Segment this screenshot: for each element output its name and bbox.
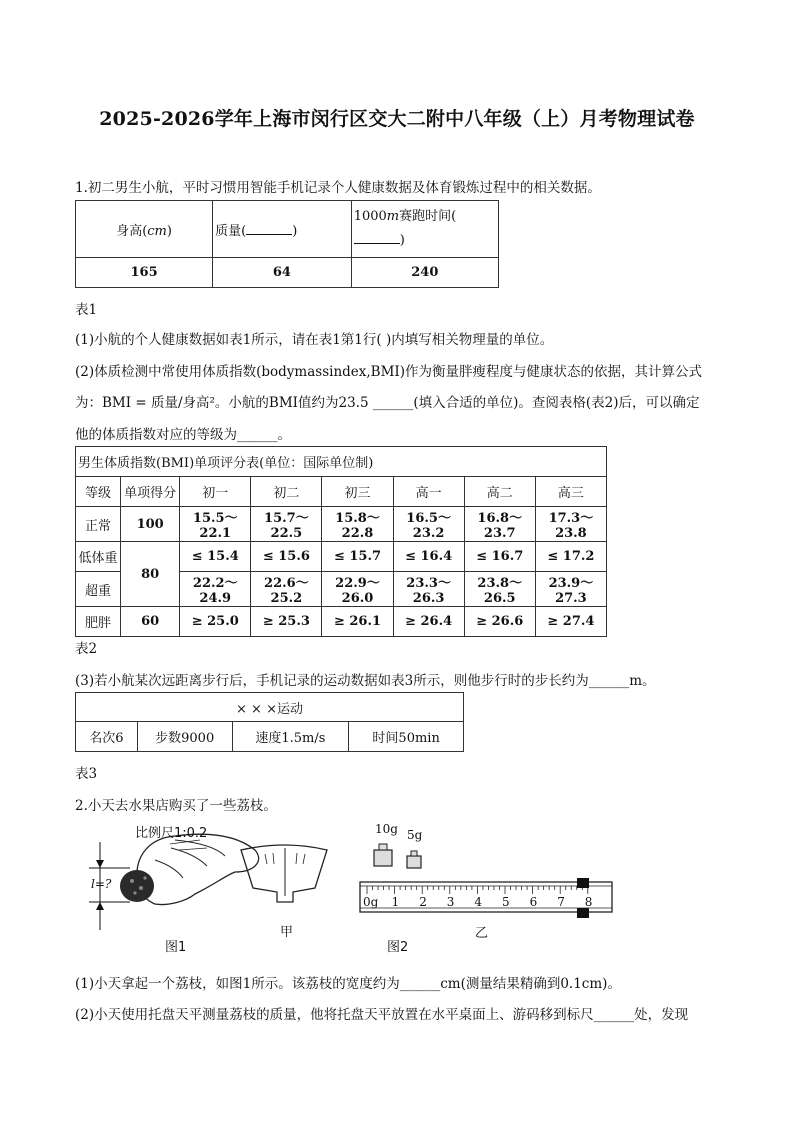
table2-header-cell: 初二	[251, 477, 322, 507]
table2-cell: ≤ 15.4	[180, 542, 251, 572]
figure2-label: 图2	[387, 940, 409, 955]
table3-title: × × ×运动	[76, 693, 464, 722]
ruler-ticks	[367, 886, 588, 894]
q1-part2-line1: (2)体质检测中常使用体质指数(bodymassindex,BMI)作为衡量胖瘦程度与健康状态的依据，其计算公式	[75, 364, 703, 380]
q1-intro: 1.初二男生小航，平时习惯用智能手机记录个人健康数据及体育锻炼过程中的相关数据。	[75, 180, 601, 196]
table2-cell: ≤ 15.7	[322, 542, 393, 572]
table2-cell: ≥ 27.4	[535, 607, 606, 637]
table2-row-obese	[76, 607, 607, 637]
table2-cell: ≥ 25.3	[251, 607, 322, 637]
ruler-tick-label: 8	[584, 895, 593, 909]
jia-label: 甲	[280, 925, 294, 940]
ruler-tick-label: 3	[446, 895, 455, 909]
table2-caption: 表2	[75, 641, 98, 657]
scale-label: 比例尺1:0.2	[135, 826, 208, 841]
table2-header-cell: 高一	[393, 477, 464, 507]
ruler-tick-label: 7	[557, 895, 565, 909]
q2-part2: (2)小天使用托盘天平测量荔枝的质量，他将托盘天平放置在水平桌面上、游码移到标尺______处，发现	[75, 1007, 689, 1023]
table2-score: 80	[121, 542, 180, 607]
table2-header-cell: 等级	[76, 477, 121, 507]
table2-level: 肥胖	[76, 607, 121, 637]
table2-header-cell: 高二	[464, 477, 535, 507]
lychee-measurement-figure	[75, 820, 635, 960]
table2-level: 低体重	[76, 542, 121, 572]
weight-10g-label: 10g	[375, 822, 398, 836]
ruler-tick-label: 0g	[363, 895, 379, 909]
table2-score: 100	[121, 507, 180, 542]
table2-cell: 23.9～27.3	[535, 572, 606, 607]
weight-5g-label: 5g	[407, 828, 423, 842]
table1-cell-height: 165	[76, 258, 213, 288]
table2-cell: 23.3～26.3	[393, 572, 464, 607]
table2-header-cell: 高三	[535, 477, 606, 507]
table3-caption: 表3	[75, 766, 98, 782]
table2-cell: 16.8～23.7	[464, 507, 535, 542]
table2-cell: 22.6～25.2	[251, 572, 322, 607]
table2-cell: 17.3～23.8	[535, 507, 606, 542]
table2-row-underweight	[76, 542, 607, 572]
table1-cell-time: 240	[351, 258, 498, 288]
figure1-label: 图1	[165, 940, 187, 955]
table3-cell: 速度1.5m/s	[232, 722, 349, 752]
table1-header-time: 1000m赛跑时间( )	[351, 201, 498, 258]
q1-part1: (1)小航的个人健康数据如表1所示，请在表1第1行( )内填写相关物理量的单位。	[75, 332, 554, 348]
table2-level: 正常	[76, 507, 121, 542]
yi-label: 乙	[475, 926, 489, 941]
table2-header-cell: 单项得分	[121, 477, 180, 507]
table2-cell: 22.9～26.0	[322, 572, 393, 607]
table2-cell: 16.5～23.2	[393, 507, 464, 542]
table2-score: 60	[121, 607, 180, 637]
table2-cell: ≥ 26.6	[464, 607, 535, 637]
table1-cell-mass: 64	[213, 258, 352, 288]
ruler-tick-label: 2	[419, 895, 427, 909]
figure-drawing	[75, 820, 635, 960]
table3-cell: 步数9000	[137, 722, 232, 752]
table3-cell: 名次6	[76, 722, 138, 752]
table2-cell: 15.8～22.8	[322, 507, 393, 542]
table2	[75, 446, 607, 637]
q2-part1: (1)小天拿起一个荔枝，如图1所示。该荔枝的宽度约为______cm(测量结果精确到0.1cm)。	[75, 976, 621, 992]
table1-header-height: 身高(cm)	[76, 201, 213, 258]
q1-part3: (3)若小航某次远距离步行后，手机记录的运动数据如表3所示，则他步行时的步长约为______m。	[75, 673, 656, 689]
table2-cell: ≤ 15.6	[251, 542, 322, 572]
ruler-tick-label: 5	[502, 895, 510, 909]
table2-cell: ≤ 16.4	[393, 542, 464, 572]
length-label: l=?	[91, 877, 112, 891]
q1-part2-line2: 为：BMI = 质量/身高²。小航的BMI值约为23.5 ______(填入合适的单位)。查阅表格(表2)后，可以确定	[75, 395, 700, 411]
table1	[75, 200, 499, 288]
q2-intro: 2.小天去水果店购买了一些荔枝。	[75, 798, 277, 814]
table1-caption: 表1	[75, 302, 98, 318]
table2-cell: 22.2～24.9	[180, 572, 251, 607]
table2-cell: ≥ 26.4	[393, 607, 464, 637]
table2-header-cell: 初三	[322, 477, 393, 507]
table2-cell: ≤ 16.7	[464, 542, 535, 572]
page-title: 2025-2026学年上海市闵行区交大二附中八年级（上）月考物理试卷	[99, 108, 695, 130]
table2-row-normal	[76, 507, 607, 542]
table3-cell: 时间50min	[349, 722, 464, 752]
table2-cell: 23.8～26.5	[464, 572, 535, 607]
table2-cell: ≥ 26.1	[322, 607, 393, 637]
ruler-tick-label: 6	[529, 895, 538, 909]
table2-cell: ≤ 17.2	[535, 542, 606, 572]
ruler-tick-label: 4	[474, 895, 483, 909]
table2-header-cell: 初一	[180, 477, 251, 507]
table3	[75, 692, 464, 752]
table2-cell: 15.7～22.5	[251, 507, 322, 542]
table2-cell: ≥ 25.0	[180, 607, 251, 637]
table2-title: 男生体质指数(BMI)单项评分表(单位：国际单位制)	[76, 447, 607, 477]
table2-cell: 15.5～22.1	[180, 507, 251, 542]
table2-level: 超重	[76, 572, 121, 607]
q1-part2-line3: 他的体质指数对应的等级为______。	[75, 427, 291, 443]
table1-header-mass: 质量( )	[213, 201, 352, 258]
ruler-tick-label: 1	[391, 895, 400, 909]
